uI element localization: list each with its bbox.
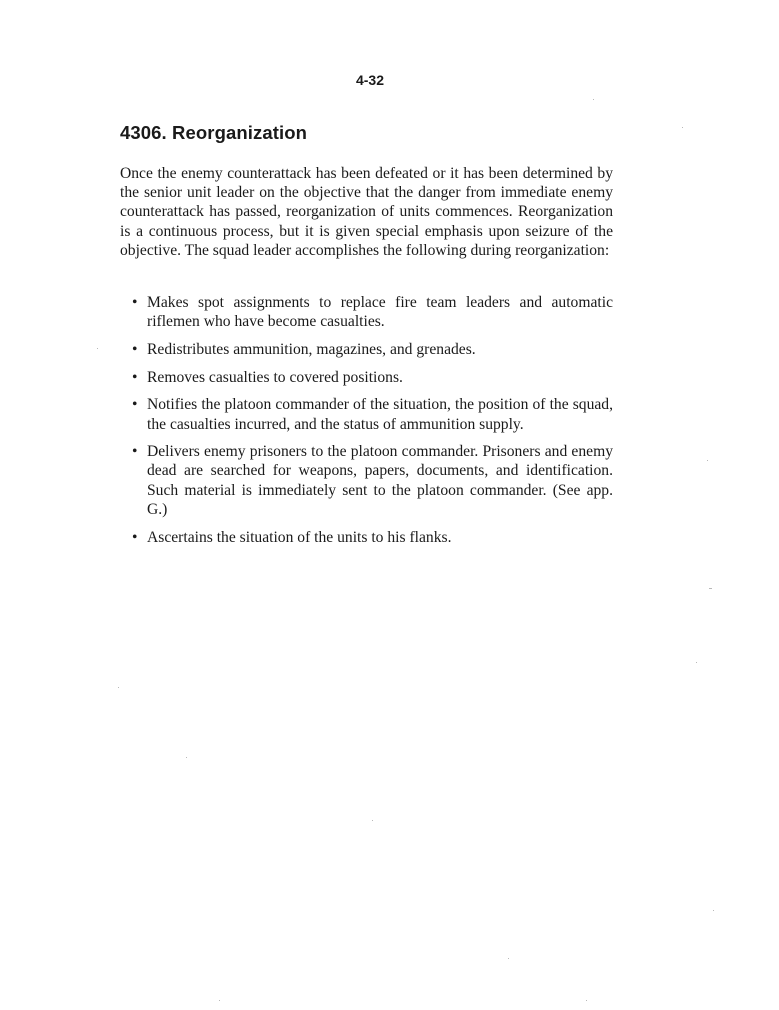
bullet-list [120,293,613,555]
scan-speck [682,127,683,128]
list-item-text: Redistributes ammunition, magazines, and grenades. [147,340,476,358]
page-number: 4-32 [355,72,385,88]
list-item-text: Removes casualties to covered positions. [147,368,403,386]
bullet-icon: • [132,340,138,358]
scan-speck [593,99,594,100]
bullet-icon: • [132,528,138,546]
scan-speck [97,348,98,349]
list-item [120,395,613,433]
list-item-text: Makes spot assignments to replace fire team leaders and automatic riflemen who have become casualties. [147,294,613,331]
scan-speck [709,588,712,589]
list-item-text: Notifies the platoon commander of the situation, the position of the squad, the casualties incurred, and the status of ammunition supply. [147,396,613,433]
scan-speck [372,820,373,821]
bullet-icon: • [132,443,138,461]
list-item [120,442,613,519]
scan-speck [586,1000,587,1001]
scan-speck [508,958,509,959]
list-item [120,293,613,331]
list-item [120,340,613,359]
section-heading: 4306. Reorganization [120,122,308,143]
bullet-icon: • [132,294,138,311]
scan-speck [707,460,708,461]
scan-speck [219,1000,220,1001]
scan-speck [713,910,714,911]
list-item [120,528,613,547]
list-item-text: Delivers enemy prisoners to the platoon commander. Prisoners and enemy dead are searched for weapons, papers, documents, and identification. Such material is immediately sent to the platoon commander. (See app. G.) [147,443,613,518]
list-item-text: Ascertains the situation of the units to his flanks. [147,528,452,546]
intro-paragraph: Once the enemy counterattack has been defeated or it has been determined by the senior unit leader on the objective that the danger from immediate enemy counterattack has passed, reorganization of units commences. Reorganization is a continuous process, but it is given special emphasis upon seizure of the objective. The squad leader accomplishes the following during reorganization: [120,165,613,259]
scan-speck [118,687,119,688]
bullet-icon: • [132,368,138,386]
scan-speck [696,662,697,663]
bullet-icon: • [132,396,138,414]
scan-speck [186,757,187,758]
list-item [120,368,613,387]
